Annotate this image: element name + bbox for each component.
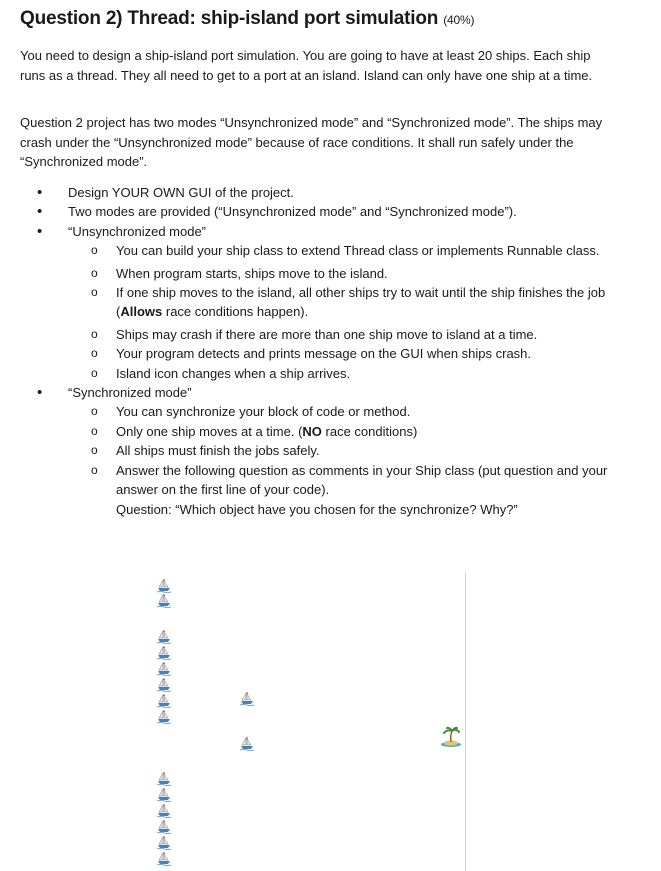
requirements-list bbox=[20, 183, 620, 519]
sub-bullet-text: Island icon changes when a ship arrives. bbox=[116, 365, 351, 381]
sync-sublist bbox=[68, 402, 620, 518]
ship-icon bbox=[240, 692, 254, 706]
ship-icon bbox=[157, 694, 171, 708]
question-text: Question: “Which object have you chosen for the synchronize? Why?” bbox=[116, 501, 518, 517]
emphasis-text: Allows bbox=[120, 304, 163, 320]
list-item bbox=[68, 344, 620, 363]
ship-icon bbox=[157, 594, 171, 608]
gui-mockup bbox=[150, 572, 470, 871]
list-item bbox=[68, 461, 620, 519]
ship-icon bbox=[157, 772, 171, 786]
bullet-text: “Unsynchronized mode” bbox=[68, 223, 207, 239]
island-icon bbox=[440, 726, 462, 748]
list-item bbox=[20, 383, 620, 519]
sub-bullet-text: Only one ship moves at a time. ( bbox=[116, 423, 303, 439]
list-item bbox=[20, 222, 620, 383]
ship-icon bbox=[157, 646, 171, 660]
sub-bullet-text: You can synchronize your block of code or method. bbox=[116, 404, 411, 420]
ship-icon bbox=[157, 804, 171, 818]
sub-bullet-text: race conditions) bbox=[321, 423, 418, 439]
sub-bullet-text: When program starts, ships move to the island. bbox=[116, 265, 388, 281]
list-item bbox=[20, 202, 620, 221]
bullet-text: Two modes are provided (“Unsynchronized mode” and “Synchronized mode”). bbox=[68, 204, 517, 220]
ship-icon bbox=[240, 737, 254, 751]
intro-paragraph: You need to design a ship-island port simulation. You are going to have at least 20 ships. Each ship runs as a thread. They all need to get to a port at an island. Island can only have one ship at a time. bbox=[20, 48, 593, 83]
list-item bbox=[68, 241, 620, 260]
sub-bullet-text: Your program detects and prints message on the GUI when ships crash. bbox=[116, 346, 532, 362]
divider-line bbox=[465, 572, 466, 871]
sub-bullet-text: Answer the following question as comments in your Ship class (put question and your answer on the first line of your code). bbox=[116, 462, 608, 498]
sub-bullet-text: You can build your ship class to extend Thread class or implements Runnable class. bbox=[116, 243, 600, 259]
sub-bullet-text: race conditions happen). bbox=[162, 304, 309, 320]
list-item bbox=[68, 364, 620, 383]
ship-icon bbox=[157, 662, 171, 676]
list-item bbox=[68, 402, 620, 421]
weight-label: (40%) bbox=[443, 13, 475, 27]
list-item bbox=[20, 183, 620, 202]
ship-icon bbox=[157, 579, 171, 593]
sub-bullet-text: If one ship moves to the island, all other ships try to wait until the ship finishes the job ( bbox=[116, 285, 606, 320]
list-item bbox=[68, 264, 620, 283]
ship-icon bbox=[157, 820, 171, 834]
ship-icon bbox=[157, 836, 171, 850]
sub-bullet-text: All ships must finish the jobs safely. bbox=[116, 443, 320, 459]
ship-icon bbox=[157, 630, 171, 644]
title-text: Question 2) Thread: ship-island port simulation bbox=[20, 8, 439, 29]
modes-paragraph: Question 2 project has two modes “Unsynchronized mode” and “Synchronized mode”. The ships may crash under the “Unsynchronized mode” because of race conditions. It shall run safely under the “Synchronized mode”. bbox=[20, 115, 603, 170]
ship-icon bbox=[157, 788, 171, 802]
list-item bbox=[68, 422, 620, 441]
sub-bullet-text: Ships may crash if there are more than one ship move to island at a time. bbox=[116, 326, 538, 342]
bullet-text: Design YOUR OWN GUI of the project. bbox=[68, 185, 294, 200]
list-item bbox=[68, 283, 620, 322]
list-item bbox=[68, 325, 620, 344]
ship-icon bbox=[157, 852, 171, 866]
list-item bbox=[68, 441, 620, 460]
page-title bbox=[20, 8, 474, 30]
emphasis-text: NO bbox=[302, 423, 322, 439]
bullet-text: “Synchronized mode” bbox=[68, 385, 192, 401]
ship-icon bbox=[157, 678, 171, 692]
unsync-sublist bbox=[68, 241, 620, 383]
ship-icon bbox=[157, 710, 171, 724]
